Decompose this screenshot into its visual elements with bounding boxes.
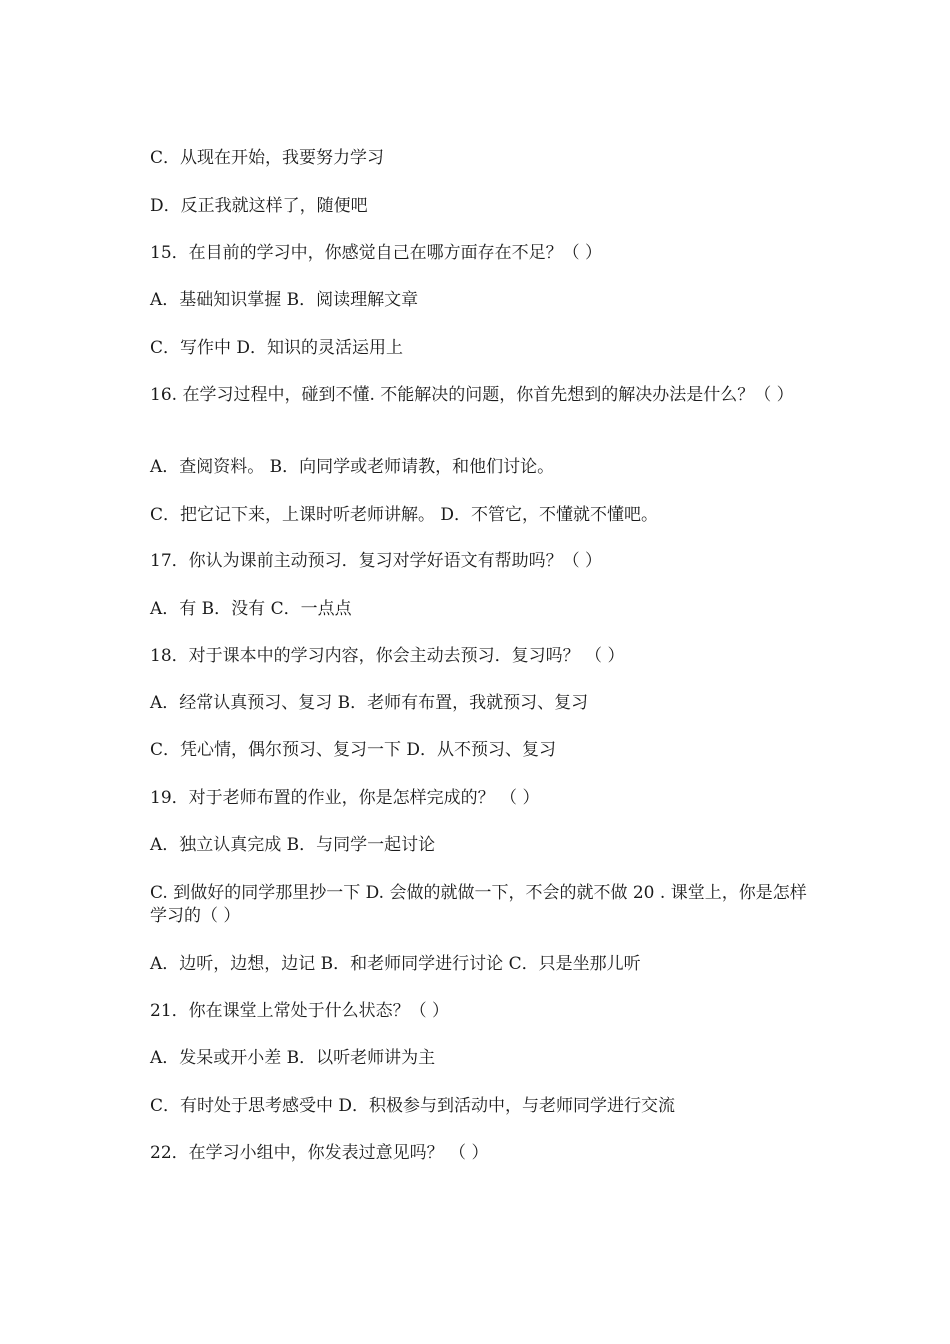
option-14d: D．反正我就这样了，随便吧 <box>150 196 368 216</box>
question-17: 17．你认为课前主动预习．复习对学好语文有帮助吗？（ ） <box>150 551 603 571</box>
question-18: 18．对于课本中的学习内容，你会主动去预习．复习吗？ （ ） <box>150 646 625 666</box>
options-16-cd: C．把它记下来，上课时听老师讲解。 D．不管它，不懂就不懂吧。 <box>150 505 659 525</box>
question-15: 15．在目前的学习中，你感觉自己在哪方面存在不足？（ ） <box>150 243 603 263</box>
question-21: 21．你在课堂上常处于什么状态？（ ） <box>150 1001 450 1021</box>
options-16-ab: A．查阅资料。 B．向同学或老师请教，和他们讨论。 <box>150 457 555 477</box>
options-17: A．有 B．没有 C．一点点 <box>150 599 352 619</box>
options-18-cd: C．凭心情，偶尔预习、复习一下 D．从不预习、复习 <box>150 740 557 760</box>
options-18-ab: A．经常认真预习、复习 B．老师有布置，我就预习、复习 <box>150 693 589 713</box>
option-14c: C．从现在开始，我要努力学习 <box>150 148 385 168</box>
options-15-ab: A．基础知识掌握 B．阅读理解文章 <box>150 290 419 310</box>
options-20: A．边听，边想，边记 B．和老师同学进行讨论 C．只是坐那儿听 <box>150 954 641 974</box>
options-21-ab: A．发呆或开小差 B．以听老师讲为主 <box>150 1048 436 1068</box>
question-22: 22．在学习小组中，你发表过意见吗？ （ ） <box>150 1143 489 1163</box>
options-19-cd-question-20: C. 到做好的同学那里抄一下 D. 会做的就做一下，不会的就不做 20 . 课堂上，你是怎样学习的（ ） <box>150 883 807 926</box>
options-21-cd: C．有时处于思考感受中 D．积极参与到活动中，与老师同学进行交流 <box>150 1096 676 1116</box>
options-19-ab: A．独立认真完成 B．与同学一起讨论 <box>150 835 436 855</box>
question-19: 19．对于老师布置的作业，你是怎样完成的？ （ ） <box>150 788 540 808</box>
question-16: 16. 在学习过程中，碰到不懂. 不能解决的问题，你首先想到的解决办法是什么？（ ） <box>150 385 794 405</box>
options-15-cd: C．写作中 D．知识的灵活运用上 <box>150 338 404 358</box>
